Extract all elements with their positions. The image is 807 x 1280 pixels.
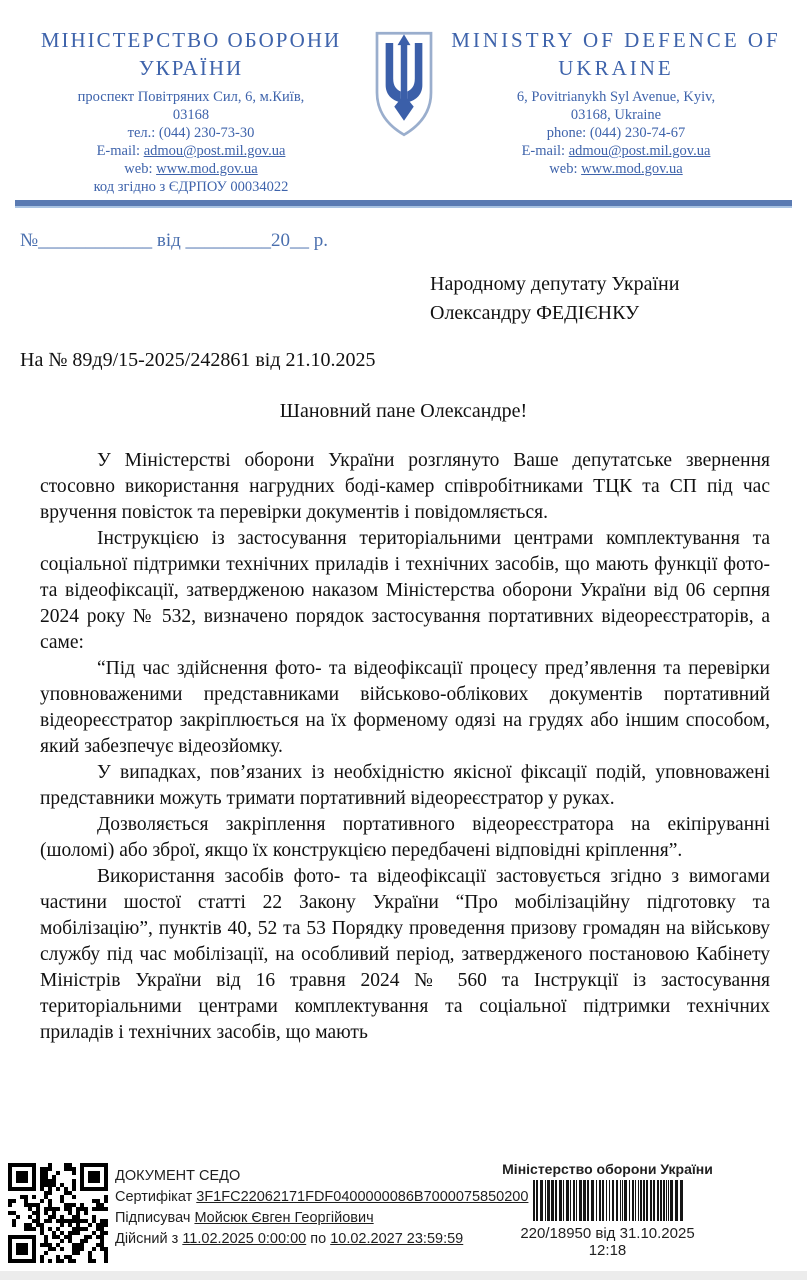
letter-body xyxy=(40,448,770,1046)
sedo-signer-line xyxy=(115,1208,528,1229)
email-line-en xyxy=(440,142,792,160)
body-paragraph: У випадках, пов’язаних із необхідністю якісної фіксації подій, уповноважені представники можуть тримати портативний відеореєстратор у руках. xyxy=(40,762,770,809)
email-label-en: E-mail: xyxy=(521,143,566,159)
sedo-signature-stamp xyxy=(115,1166,528,1250)
org-title-en: MINISTRY OF DEFENCE OF UKRAINE xyxy=(451,28,781,80)
org-title-ua: МІНІСТЕРСТВО ОБОРОНИ УКРАЇНИ xyxy=(40,28,342,80)
web-line-ua xyxy=(15,160,367,178)
registration-org: Міністерство оборони України xyxy=(502,1161,713,1177)
reference-number-line: №____________ від _________20__ р. xyxy=(20,230,329,251)
web-link-en: www.mod.gov.ua xyxy=(581,161,683,177)
valid-from: 11.02.2025 0:00:00 xyxy=(182,1231,307,1247)
qr-code-icon xyxy=(8,1163,108,1263)
signer-value: Мойсюк Євген Георгійович xyxy=(194,1210,374,1226)
address-ua-1: проспект Повітряних Сил, 6, м.Київ, xyxy=(77,89,305,105)
email-line-ua xyxy=(15,142,367,160)
phone-ua: тел.: (044) 230-73-30 xyxy=(127,125,255,141)
addressee-name: Олександру ФЕДІЄНКУ xyxy=(430,302,640,324)
registration-number: 220/18950 від 31.10.2025 12:18 xyxy=(520,1225,695,1259)
barcode-icon xyxy=(533,1180,683,1221)
certificate-value: 3F1FC22062171FDF0400000086B7000075850200 xyxy=(196,1189,529,1205)
body-paragraph: Дозволяється закріплення портативного відеореєстратора на екіпіруванні (шоломі) або зброї, якщо їх конструкцією передбачені відповідні кріплення”. xyxy=(40,814,770,861)
email-link-ua: admou@post.mil.gov.ua xyxy=(143,143,286,159)
web-label-en: web: xyxy=(549,161,578,177)
addressee-role: Народному депутату України xyxy=(430,273,680,295)
sedo-title: ДОКУМЕНТ СЕДО xyxy=(115,1168,241,1184)
web-link-ua: www.mod.gov.ua xyxy=(156,161,258,177)
certificate-label: Сертифікат xyxy=(115,1189,193,1205)
header-divider xyxy=(15,200,792,208)
address-en-2: 03168, Ukraine xyxy=(570,107,662,123)
reply-reference: На № 89д9/15-2025/242861 від 21.10.2025 xyxy=(20,349,376,371)
addressee-block xyxy=(430,270,679,328)
body-paragraph: Використання засобів фото- та відеофіксації застовується згідно з вимогами частини шостої статті 22 Закону України “Про мобілізаційну підготовку та мобілізацію”, пунктів 40, 52 та 53 Порядку проведення призову громадян на військову службу під час мобілізації, на особливий період, затвердженого постановою Кабінету Міністрів України від 16 травня 2024 № 560 та Інструкції із застосування територіальними центрами комплектування та соціальної підтримки технічних приладів і технічних засобів, що мають xyxy=(40,866,770,1043)
salutation: Шановний пане Олександре! xyxy=(279,400,528,422)
web-line-en xyxy=(440,160,792,178)
body-paragraph: “Під час здійснення фото- та відеофіксації процесу пред’явлення та перевірки уповноваженими представниками військово-облікових документів портативний відеореєстратор закріплюється на їх форменому одязі на грудях або іншим способом, який забезпечує відеозйомку. xyxy=(40,658,770,757)
address-en-1: 6, Povitrianykh Syl Avenue, Kyiv, xyxy=(516,89,716,105)
edrpou-code: код згідно з ЄДРПОУ 00034022 xyxy=(93,179,289,195)
address-ua-2: 03168 xyxy=(172,107,210,123)
letterhead-ua xyxy=(15,26,367,196)
valid-to-label: по xyxy=(310,1231,327,1247)
body-paragraph: Інструкцією із застосування територіальними центрами комплектування та соціальної підтримки технічних приладів і технічних засобів, що мають функції фото- та відеофіксації, затвердженою наказом Міністерства оборони України від 06 серпня 2024 року № 532, визначено порядок застосування портативних відеореєстраторів, а саме: xyxy=(40,528,770,653)
letterhead xyxy=(15,26,792,196)
email-link-en: admou@post.mil.gov.ua xyxy=(568,143,711,159)
registration-stamp xyxy=(500,1160,715,1259)
ukraine-trident-emblem xyxy=(371,26,437,196)
page-edge xyxy=(0,1271,807,1280)
signer-label: Підписувач xyxy=(115,1210,191,1226)
sedo-certificate-line xyxy=(115,1187,528,1208)
phone-en: phone: (044) 230-74-67 xyxy=(546,125,686,141)
body-paragraph: У Міністерстві оборони України розглянуто Ваше депутатське звернення стосовно використання нагрудних боді-камер співробітниками ТЦК та СП під час вручення повісток та перевірки документів і повідомляється. xyxy=(40,450,770,523)
letterhead-en xyxy=(440,26,792,196)
web-label-ua: web: xyxy=(124,161,153,177)
validity-label: Дійсний з xyxy=(115,1231,179,1247)
sedo-validity-line xyxy=(115,1229,528,1250)
email-label-ua: E-mail: xyxy=(96,143,141,159)
valid-to: 10.02.2027 23:59:59 xyxy=(330,1231,464,1247)
